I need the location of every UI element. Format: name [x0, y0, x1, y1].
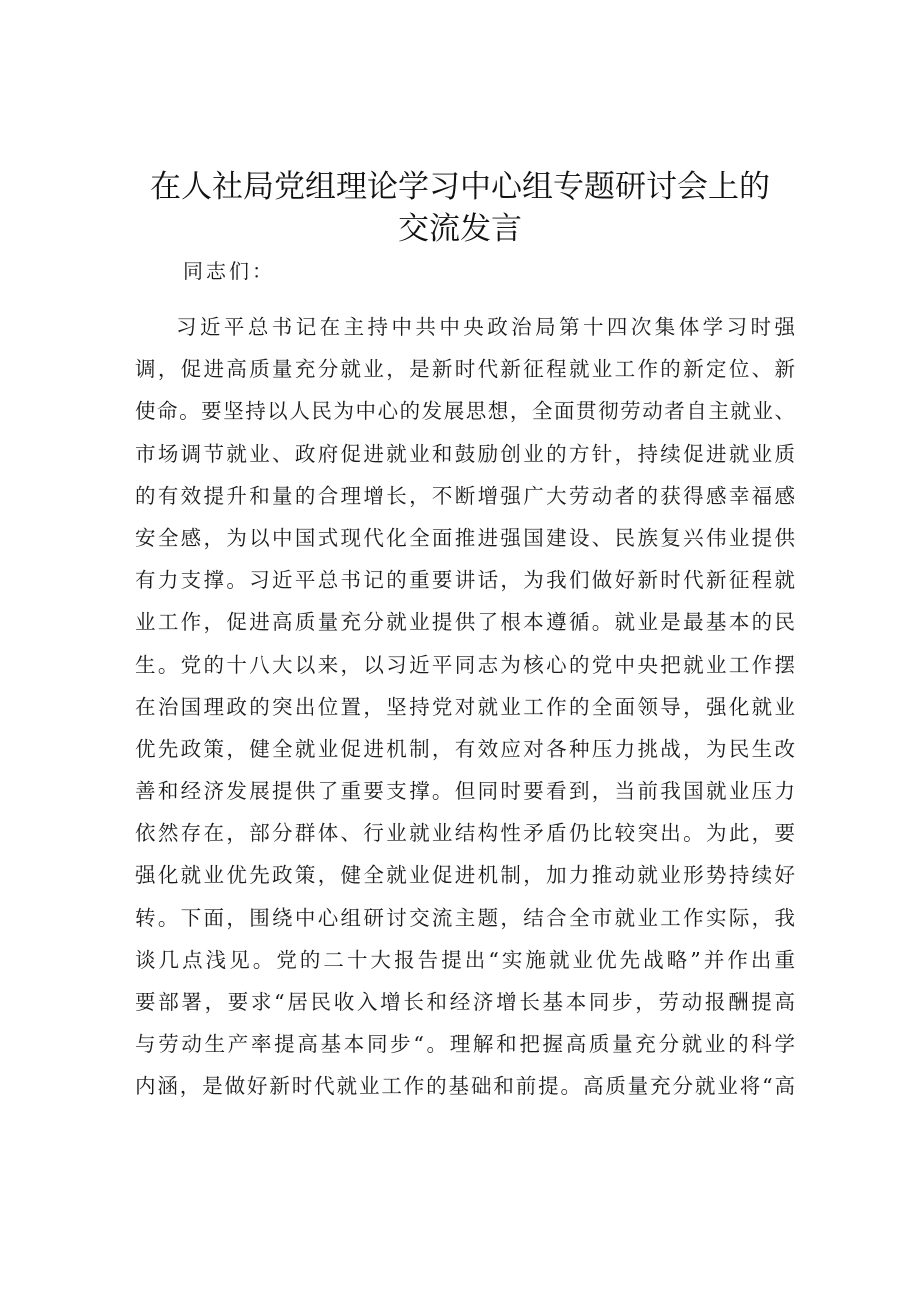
document-title-line-2: 交流发言 [398, 211, 522, 247]
salutation: 同志们： [183, 259, 275, 283]
body-line: 在治国理政的突出位置，坚持党对就业工作的全面领导，强化就业 [135, 694, 795, 719]
body-line: 强化就业优先政策，健全就业促进机制，加力推动就业形势持续好 [135, 863, 795, 888]
body-line: 有力支撑。习近平总书记的重要讲话，为我们做好新时代新征程就 [135, 568, 795, 593]
body-line: 善和经济发展提供了重要支撑。但同时要看到，当前我国就业压力 [135, 779, 795, 804]
body-line: 的有效提升和量的合理增长，不断增强广大劳动者的获得感幸福感 [135, 483, 795, 508]
body-line: 内涵，是做好新时代就业工作的基础和前提。高质量充分就业将“高 [135, 1074, 795, 1099]
body-line: 要部署，要求“居民收入增长和经济增长基本同步，劳动报酬提高 [135, 990, 795, 1014]
body-line: 优先政策，健全就业促进机制，有效应对各种压力挑战，为民生改 [135, 736, 795, 761]
body-line: 安全感，为以中国式现代化全面推进强国建设、民族复兴伟业提供 [135, 525, 795, 550]
body-line: 使命。要坚持以人民为中心的发展思想，全面贯彻劳动者自主就业、 [135, 399, 795, 424]
body-line: 生。党的十八大以来，以习近平同志为核心的党中央把就业工作摆 [135, 652, 795, 677]
body-line: 依然存在，部分群体、行业就业结构性矛盾仍比较突出。为此，要 [135, 821, 795, 846]
body-paragraph [135, 306, 795, 1108]
body-line: 市场调节就业、政府促进就业和鼓励创业的方针，持续促进就业质 [135, 441, 795, 466]
body-line: 与劳动生产率提高基本同步“。理解和把握高质量充分就业的科学 [135, 1032, 795, 1057]
body-line: 转。下面，围绕中心组研讨交流主题，结合全市就业工作实际，我 [135, 905, 795, 930]
body-line: 业工作，促进高质量充分就业提供了根本遵循。就业是最基本的民 [135, 610, 795, 635]
body-line: 习近平总书记在主持中共中央政治局第十四次集体学习时强 [176, 315, 795, 339]
body-line: 谈几点浅见。党的二十大报告提出“实施就业优先战略”并作出重 [135, 947, 795, 972]
body-line: 调，促进高质量充分就业，是新时代新征程就业工作的新定位、新 [135, 357, 795, 382]
document-title-line-1: 在人社局党组理论学习中心组专题研讨会上的 [150, 169, 770, 205]
